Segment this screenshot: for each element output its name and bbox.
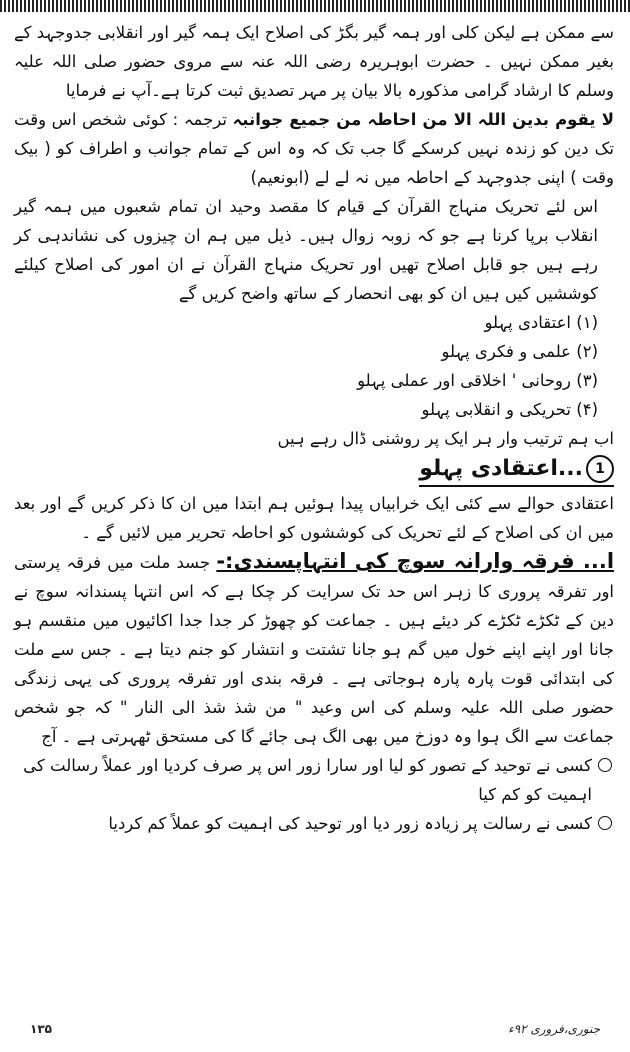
section-heading (419, 453, 614, 487)
subsection-paragraph (14, 547, 614, 751)
circled-number: 1 (586, 455, 614, 483)
hadith-translation: ترجمہ : کوئی شخص اس وقت تک دین کو زندہ نہیں کرسکے گا جب تک کہ وہ اس کے تمام جوانب و اطراف کو ( بیک وقت ) اپنی جدوجہد کے احاطہ میں نہ لے لے (ابونعیم) (14, 110, 614, 187)
document-page (14, 18, 614, 838)
section-heading-row (14, 453, 614, 489)
page-footer (30, 1022, 600, 1044)
bullet-text: کسی نے توحید کے تصور کو لیا اور سارا زور اس پر صرف کردیا اور عملاً رسالت کی اہمیت کو کم کیا (23, 756, 592, 804)
bullet-list (14, 751, 614, 838)
list-item: (۴) تحریکی و انقلابی پہلو (421, 400, 598, 419)
bullet-text: کسی نے رسالت پر زیادہ زور دیا اور توحید کی اہمیت کو عملاً کم کردیا (108, 814, 592, 833)
paragraph-purpose: اس لئے تحریک منہاج القرآن کے قیام کا مقصد وحید ان تمام شعبوں میں ہمہ گیر انقلاب برپا کرنا ہے جو کہ زوبہ زوال ہیں۔ ذیل میں ہم ان چیزوں کی نشاندہی کر رہے ہیں جو قابل اصلاح تھیں اور تحریک منہاج القرآن نے ان امور کی اصلاح کیلئے کوششیں کیں ہیں ان کو بھی انحصار کے ساتھ واضح کریں گے (14, 197, 598, 303)
aspects-list (14, 308, 614, 424)
bullet-item (14, 751, 614, 809)
hadith-arabic: لا یقوم بدین اللہ الا من احاطہ من جمیع جوانبہ (232, 110, 614, 129)
list-item: (۱) اعتقادی پہلو (484, 313, 598, 332)
paragraph-intro: سے ممکن ہے لیکن کلی اور ہمہ گیر بگڑ کی اصلاح ایک ہمہ گیر اور انقلابی جدوجہد کے بغیر ممکن نہیں ۔ حضرت ابوہریرہ رضی اللہ عنہ سے مروی حضور صلی اللہ علیہ وسلم کا ارشاد گرامی مذکورہ بالا بیان پر مہر تصدیق ثبت کرتا ہے۔آپ نے فرمایا (14, 23, 614, 100)
circle-bullet-icon (598, 816, 612, 830)
list-item: (۲) علمی و فکری پہلو (441, 342, 598, 361)
circle-bullet-icon (598, 758, 612, 772)
paragraph-hadith (14, 105, 614, 192)
section-heading-text: ...اعتقادی پہلو (419, 456, 583, 481)
bullet-item (14, 809, 614, 838)
subsection-heading: ا... فرقہ وارانہ سوچ کی انتہاپسندی:- (216, 549, 615, 573)
subsection-text: جسد ملت میں فرقہ پرستی اور تفرقہ پروری کا زہر اس حد تک سرایت کر چکا ہے کہ اس انتہا پسندانہ سوچ نے دین کے ٹکڑے ٹکڑے کر دیئے ہیں ۔ جماعت کو چھوڑ کر جدا جدا اکائیوں میں منقسم ہو جانا اور اپنے اپنے خول میں گم ہو جانا تشتت و انتشار کو جنم دیتا ہے ۔ جس سے ملت کی ابتدائی قوت پارہ پارہ ہوجاتی ہے ۔ فرقہ بندی اور تفرقہ پروری کی یہی زندگی حضور صلی اللہ علیہ وسلم کی اس وعید " من شذ شذ الی النار " کہ جو شخص جماعت سے الگ ہوا وہ دوزخ میں بھی الگ ہی جائے گا کی مستحق ٹھہرتی ہے ۔ آج (14, 553, 614, 746)
list-outro: اب ہم ترتیب وار ہر ایک پر روشنی ڈال رہے ہیں (277, 429, 614, 448)
section-intro: اعتقادی حوالے سے کئی ایک خرابیاں پیدا ہوئیں ہم ابتدا میں ان کا ذکر کریں گے اور بعد میں ان کی اصلاح کے لئے تحریک کی کوششوں کو احاطہ تحریر میں لائیں گے ۔ (14, 494, 614, 542)
page-number: ۱۳۵ (30, 1022, 52, 1036)
list-item: (۳) روحانی ' اخلاقی اور عملی پہلو (357, 371, 598, 390)
issue-date: جنوری،فروری ۹۲ء (508, 1022, 600, 1036)
top-border-rule (0, 0, 630, 12)
